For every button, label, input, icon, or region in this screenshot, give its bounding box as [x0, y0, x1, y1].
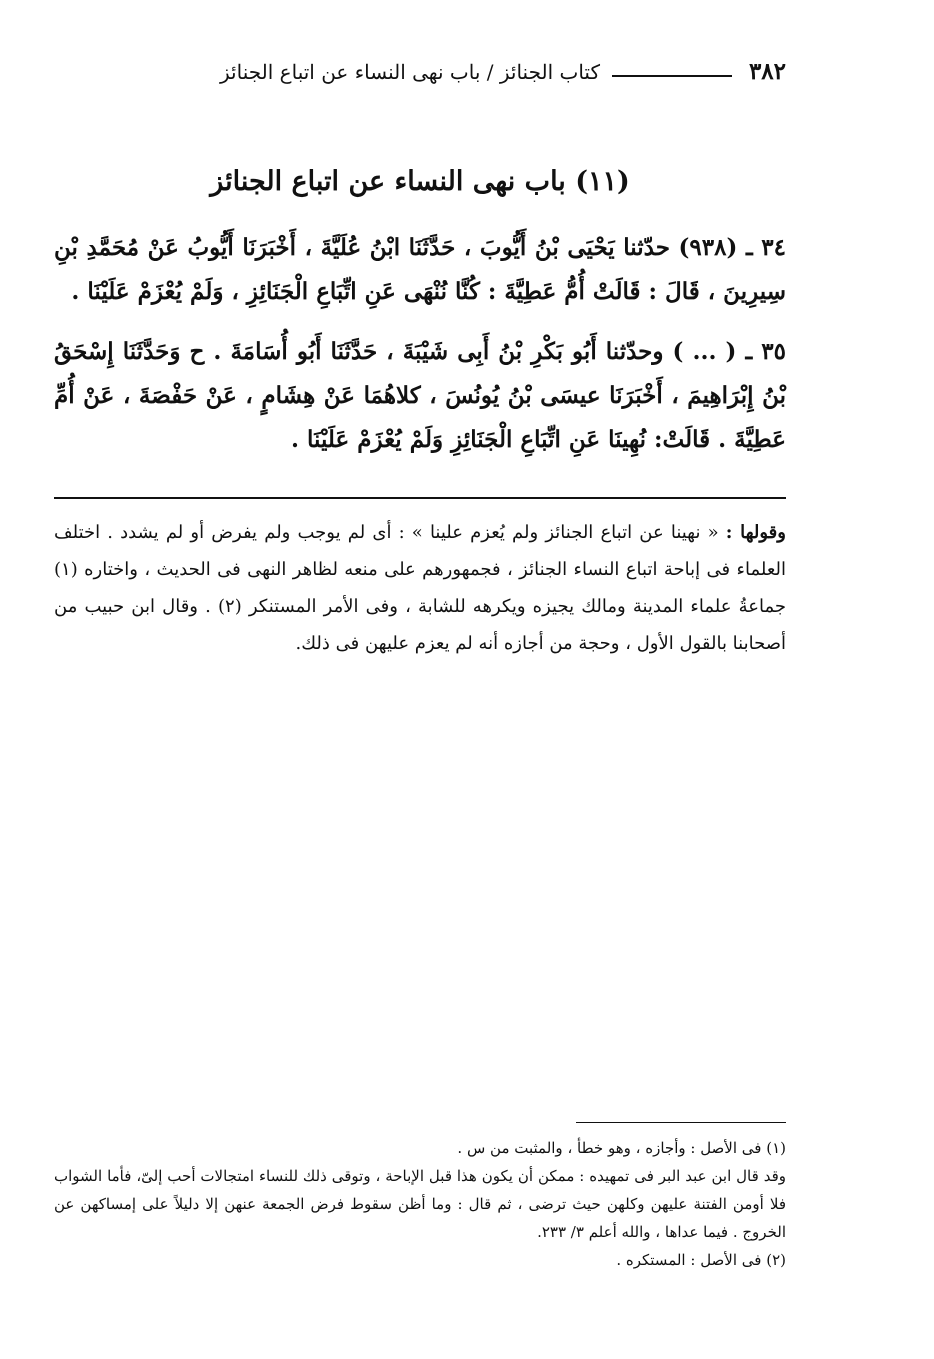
hadith-number: ٣٤ ـ	[745, 234, 786, 261]
running-header	[54, 56, 786, 92]
hadith-34	[54, 226, 786, 314]
commentary-lead: وقولها :	[725, 522, 786, 543]
page-number: ٣٨٢	[748, 58, 786, 85]
footnote-2: (٢) فى الأصل : المستكره .	[616, 1251, 786, 1269]
footnotes	[54, 1134, 786, 1274]
hadith-text: ( ... ) وحدّثنا أَبُو بَكْرِ بْنُ أَبِى شَيْبَةَ ، حَدَّثَنَا أَبُو أُسَامَةَ . ح وَحَدَّثَنَا إِسْحَقُ بْنُ إِبْرَاهِيمَ ، أَخْبَرَنَا عيسَى بْنُ يُونُسَ ، كلاهُمَا عَنْ هِشَامٍ ، عَنْ حَفْصَةَ ، عَنْ أُمِّ عَطِيَّةَ . قَالَتْ: نُهِينَا عَنِ اتِّبَاعِ الْجَنَائِزِ وَلَمْ يُعْزَمْ عَلَيْنَا .	[54, 338, 786, 453]
footnote-divider	[576, 1122, 786, 1123]
running-title: كتاب الجنائز / باب نهى النساء عن اتباع الجنائز	[220, 60, 600, 84]
chapter-title: (١١) باب نهى النساء عن اتباع الجنائز	[210, 166, 630, 197]
hadith-35	[54, 330, 786, 462]
hadith-text: (٩٣٨) حدّثنا يَحْيَى بْنُ أَيُّوبَ ، حَدَّثَنَا ابْنُ عُلَيَّةَ ، أَخْبَرَنَا أَيُّوبُ عَنْ مُحَمَّدِ بْنِ سِيرِينَ ، قَالَ : قَالَتْ أُمُّ عَطِيَّةَ : كُنَّا نُنْهَى عَنِ اتِّبَاعِ الْجَنَائِزِ ، وَلَمْ يُعْزَمْ عَلَيْنَا .	[54, 234, 786, 305]
commentary	[54, 514, 786, 662]
hadith-number: ٣٥ ـ	[745, 338, 786, 365]
header-rule	[612, 75, 732, 77]
text-commentary-divider	[54, 497, 786, 499]
commentary-text: « نهينا عن اتباع الجنائز ولم يُعزم علينا » : أى لم يوجب ولم يفرض أو لم يشدد . اختلف العلماء فى إباحة اتباع النساء الجنائز ، فجمهورهم على منعه لظاهر النهى فى الحديث ، واختاره (١) جماعةُ علماء المدينة ومالك يجيزه ويكرهه للشابة ، وفى الأمر المستنكر (٢) . وقال ابن حبيب من أصحابنا بالقول الأول ، وحجة من أجازه أنه لم يعزم عليهن فى ذلك.	[54, 522, 786, 654]
footnote-1: (١) فى الأصل : وأجازه ، وهو خطأ ، والمثبت من س .	[457, 1139, 786, 1157]
footnote-1-continuation: وقد قال ابن عبد البر فى تمهيده : ممكن أن يكون هذا قبل الإباحة ، وتوقى ذلك للنساء امتجالات أحب إلىّ، فأما الشواب فلا أومن الفتنة عليهن وكلهن حيث ترضى ، ثم قال : وما أظن سقوط فرض الجمعة عنهن إلا دليلاً على إمساكهن عن الخروج . فيما عداها ، والله أعلم ٣/ ٢٣٣.	[54, 1167, 786, 1241]
